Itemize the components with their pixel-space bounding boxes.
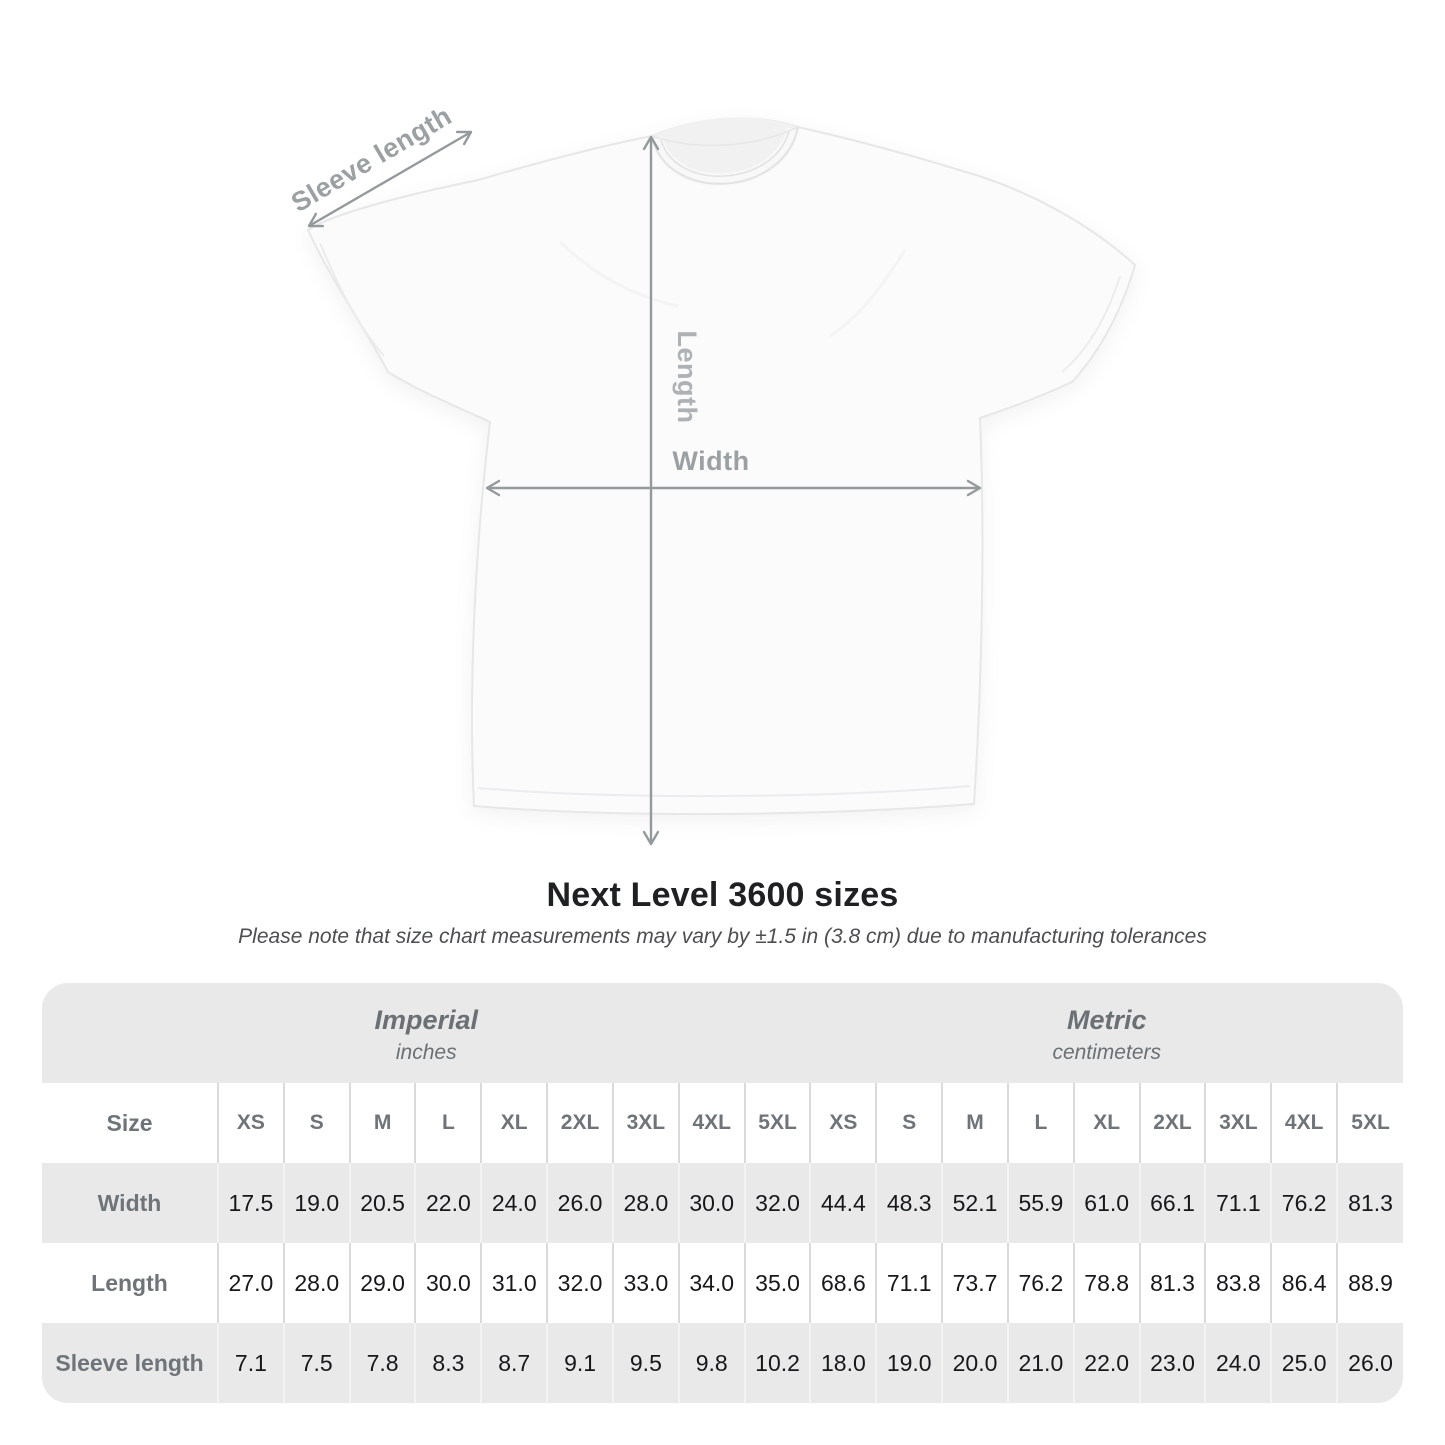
size-column-header: 2XL [1140,1083,1206,1163]
imperial-unit: inches [395,1041,457,1065]
measurement-row [42,1163,1403,1243]
measurement-value: 18.0 [810,1323,876,1403]
measurement-value: 24.0 [1205,1323,1271,1403]
measurement-value: 21.0 [1008,1323,1074,1403]
measurement-value: 7.8 [350,1323,416,1403]
measurement-value: 66.1 [1140,1163,1206,1243]
metric-group-header [810,983,1403,1083]
measurement-value: 83.8 [1205,1243,1271,1323]
measurement-value: 24.0 [481,1163,547,1243]
size-column-header: M [350,1083,416,1163]
measurement-value: 27.0 [218,1243,284,1323]
measurement-value: 29.0 [350,1243,416,1323]
row-label: Length [42,1243,218,1323]
size-column-header: 3XL [1205,1083,1271,1163]
measurement-value: 88.9 [1337,1243,1403,1323]
measurement-value: 34.0 [679,1243,745,1323]
size-column-header: L [1008,1083,1074,1163]
size-column-header: L [415,1083,481,1163]
size-column-header: 2XL [547,1083,613,1163]
measurement-value: 35.0 [745,1243,811,1323]
width-label: Width [672,446,750,476]
size-column-header: XL [1074,1083,1140,1163]
size-column-header: 4XL [1271,1083,1337,1163]
size-column-header: 3XL [613,1083,679,1163]
size-column-header: M [942,1083,1008,1163]
measurement-value: 52.1 [942,1163,1008,1243]
size-column-header: 5XL [745,1083,811,1163]
measurement-value: 76.2 [1008,1243,1074,1323]
size-column-header: XS [218,1083,284,1163]
row-label: Sleeve length [42,1323,218,1403]
measurement-value: 26.0 [547,1163,613,1243]
size-column-header: 5XL [1337,1083,1403,1163]
measurement-value: 25.0 [1271,1323,1337,1403]
length-label: Length [672,330,702,424]
measurement-value: 32.0 [547,1243,613,1323]
measurement-value: 55.9 [1008,1163,1074,1243]
measurement-value: 8.3 [415,1323,481,1403]
size-header: Size [42,1083,218,1163]
measurement-value: 32.0 [745,1163,811,1243]
measurement-value: 9.1 [547,1323,613,1403]
sleeve-length-label: Sleeve length [286,100,457,218]
size-column-header: XS [810,1083,876,1163]
size-column-header: 4XL [679,1083,745,1163]
measurement-value: 8.7 [481,1323,547,1403]
measurement-value: 7.1 [218,1323,284,1403]
measurement-value: 22.0 [415,1163,481,1243]
metric-unit: centimeters [1052,1041,1161,1065]
measurement-value: 48.3 [876,1163,942,1243]
measurement-value: 28.0 [284,1243,350,1323]
measurement-value: 73.7 [942,1243,1008,1323]
imperial-group-header [42,983,810,1083]
measurement-value: 81.3 [1337,1163,1403,1243]
measurement-value: 31.0 [481,1243,547,1323]
measurement-value: 44.4 [810,1163,876,1243]
measurement-value: 28.0 [613,1163,679,1243]
measurement-row [42,1243,1403,1323]
size-table-shell [42,983,1403,1403]
page-title: Next Level 3600 sizes [546,876,899,914]
title-block [0,876,1445,949]
measurement-value: 17.5 [218,1163,284,1243]
measurement-value: 20.0 [942,1323,1008,1403]
measurement-value: 23.0 [1140,1323,1206,1403]
measurement-value: 9.8 [679,1323,745,1403]
size-header-row [42,1083,1403,1163]
measurement-value: 78.8 [1074,1243,1140,1323]
measurement-value: 33.0 [613,1243,679,1323]
size-chart-section [0,983,1445,1403]
measurement-value: 86.4 [1271,1243,1337,1323]
tolerance-note: Please note that size chart measurements may vary by ±1.5 in (3.8 cm) due to manufacturing tolerances [238,925,1207,948]
measurement-value: 30.0 [679,1163,745,1243]
imperial-label: Imperial [374,1004,478,1035]
measurement-value: 68.6 [810,1243,876,1323]
measurement-value: 19.0 [876,1323,942,1403]
size-table [42,983,1403,1403]
measurement-value: 20.5 [350,1163,416,1243]
measurement-value: 30.0 [415,1243,481,1323]
metric-label: Metric [1066,1004,1147,1035]
measurement-value: 10.2 [745,1323,811,1403]
unit-group-row [42,983,1403,1083]
measurement-value: 71.1 [1205,1163,1271,1243]
measurement-value: 19.0 [284,1163,350,1243]
measurement-row [42,1323,1403,1403]
size-column-header: XL [481,1083,547,1163]
measurement-value: 9.5 [613,1323,679,1403]
measurement-value: 26.0 [1337,1323,1403,1403]
measurement-value: 71.1 [876,1243,942,1323]
measurement-value: 61.0 [1074,1163,1140,1243]
measurement-value: 76.2 [1271,1163,1337,1243]
measurement-value: 22.0 [1074,1323,1140,1403]
size-column-header: S [876,1083,942,1163]
measurement-value: 81.3 [1140,1243,1206,1323]
row-label: Width [42,1163,218,1243]
measurement-value: 7.5 [284,1323,350,1403]
size-column-header: S [284,1083,350,1163]
